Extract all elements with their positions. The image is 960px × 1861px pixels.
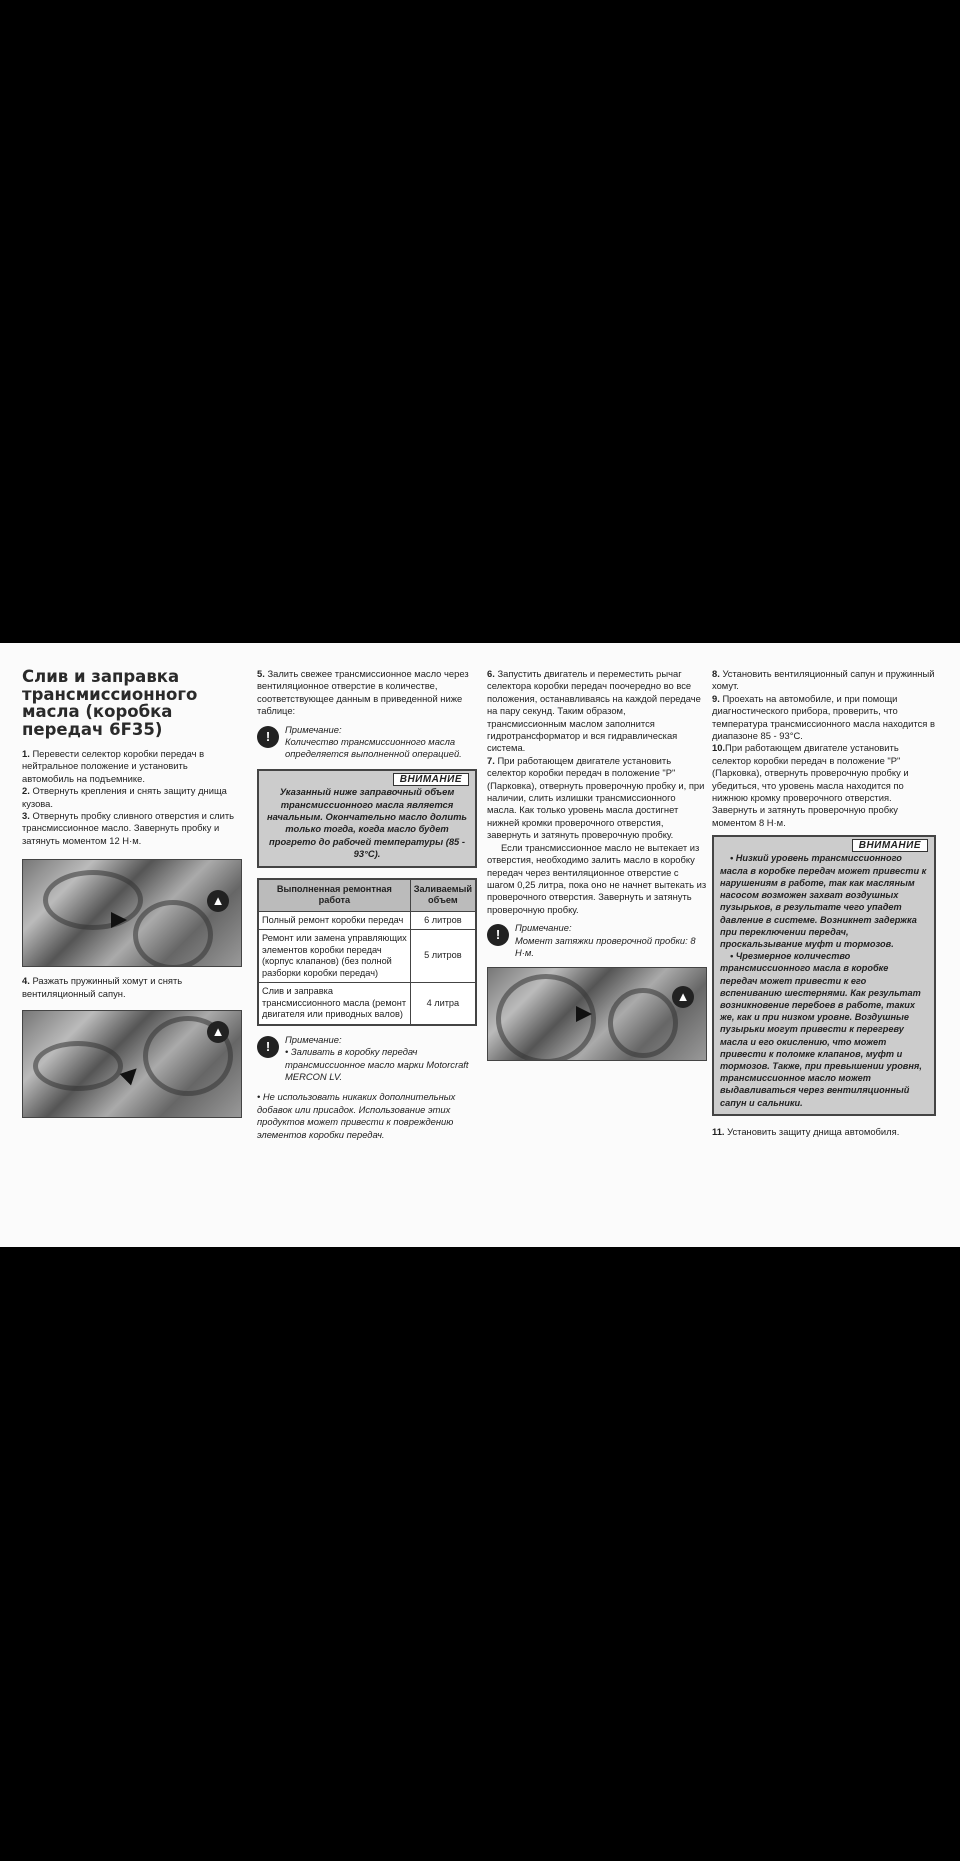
step-9: 9. Проехать на автомобиле, и при помощи диагностического прибора, проверить, что температура трансмиссионного масла находится в диапазоне 85 - 93°C. <box>712 692 935 742</box>
warning-icon: ▲ <box>672 986 694 1008</box>
warning-item: • Низкий уровень трансмиссионного масла в коробке передач может привести к нарушениям в работе, так как масляным насосом возможен захват воздушных пузырьков, в результате чего упадет давление в системе. Возникнет задержка при переключении передач, проскальзывание муфт и тормозов. <box>720 853 927 949</box>
warning-box <box>712 835 936 1115</box>
note-item: • Не использовать никаких дополнительных добавок или присадок. Использование этих продуктов может привести к повреждению элементов коробки передач. <box>257 1091 456 1140</box>
arrow-icon <box>111 912 127 928</box>
step-4: 4. Разжать пружинный хомут и снять вентиляционный сапун. <box>22 975 183 999</box>
note-oil-type <box>257 1034 477 1084</box>
table-header: Выполненная ремонтная работа <box>258 879 410 912</box>
step-8: 8. Установить вентиляционный сапун и пружинный хомут. <box>712 668 935 692</box>
table-cell: Полный ремонт коробки передач <box>258 911 410 930</box>
warning-label: ВНИМАНИЕ <box>852 839 928 852</box>
step-6: 6. Запустить двигатель и переместить рычаг селектора коробки передач поочередно во все положения, останавливаясь на каждой передаче на пару секунд. Таким образом, трансмиссионным маслом заполнится гидротрансформатор и вся гидравлическая система. <box>487 668 701 754</box>
table-header: Заливаемый объем <box>410 879 476 912</box>
table-cell: Ремонт или замена управляющих элементов коробки передач (корпус клапанов) (без полной разборки коробки передач) <box>258 930 410 983</box>
note-item: • Заливать в коробку передач трансмиссионное масло марки Motorcraft MERCON LV. <box>285 1046 469 1082</box>
column-3 <box>487 668 707 1061</box>
table-cell: Слив и заправка трансмиссионного масла (ремонт двигателя или приводных валов) <box>258 983 410 1025</box>
step-1: 1. Перевести селектор коробки передач в нейтральное положение и установить автомобиль на подъемнике. <box>22 748 205 784</box>
step-7: 7. При работающем двигателе установить селектор коробки передач в положение "P" (Парковка), отвернуть проверочную пробку и, при наличии, слить излишки трансмиссионного масла. Как только уровень масла достигнет нижней кромки проверочного отверстия, завернуть и затянуть проверочную пробку. <box>487 754 705 841</box>
warning-text: Указанный ниже заправочный объем трансмиссионного масла является начальным. Окончательно масло долить только тогда, когда масло будет прогрето до рабочей температуры (85 - 93°C). <box>267 786 467 860</box>
check-plug-photo <box>487 967 707 1061</box>
note-icon: ! <box>487 924 509 946</box>
step-10: 10.При работающем двигателе установить селектор коробки передач в положение "P" (Парковка), отвернуть проверочную пробку и убедиться, что уровень масла находится по нижнюю кромку проверочного отверстия. Завернуть и затянуть проверочную пробку моментом 8 Н·м. <box>712 742 909 828</box>
note-text: Количество трансмиссионного масла определяется выполненной операцией. <box>285 736 462 760</box>
note-label: Примечание: <box>515 922 572 934</box>
note-torque <box>487 922 707 959</box>
note-icon: ! <box>257 726 279 748</box>
note-label: Примечание: <box>285 1033 342 1045</box>
note-text: Момент затяжки проверочной пробки: 8 Н·м. <box>515 934 696 958</box>
page-title: Слив и заправка трансмиссионного масла (коробка передач 6F35) <box>22 667 198 739</box>
paragraph: Если трансмиссионное масло не вытекает из отверстия, необходимо залить масло в коробку передач через вентиляционное отверстие с шагом 0,25 литра, пока оно не начнет вытекать из проверочного отверстия. Завернуть и затянуть проверочную пробку. <box>487 841 707 915</box>
step-11: 11. Установить защиту днища автомобиля. <box>712 1125 900 1137</box>
arrow-icon <box>120 1063 143 1086</box>
note-oil-quantity <box>257 724 477 761</box>
table-row <box>258 930 476 983</box>
table-cell: 6 литров <box>410 911 476 930</box>
warning-icon: ▲ <box>207 1021 229 1043</box>
column-1 <box>22 668 242 1118</box>
table-row <box>258 983 476 1025</box>
warning-icon: ▲ <box>207 890 229 912</box>
note-label: Примечание: <box>285 723 342 735</box>
warning-box <box>257 769 477 868</box>
breather-photo <box>22 1010 242 1118</box>
step-5: 5. Залить свежее трансмиссионное масло через вентиляционное отверстие в количестве, соответствующее данным в приведенной ниже таблице: <box>257 668 469 717</box>
warning-item: • Чрезмерное количество трансмиссионного масла в коробке передач может привести к его вспениванию шестернями. Как результат возникновение перебоев в работе, таких же, как и при низком уровне. Воздушные пузырьки могут привести к перегреву масла и его окислению, что может привести к поломке клапанов, муфт и тормозов. Также, при превышении уровня, трансмиссионное масло может выдавливаться через вентиляционный сапун и сальники. <box>720 951 922 1108</box>
table-cell: 4 литра <box>410 983 476 1025</box>
column-4 <box>712 668 936 1138</box>
warning-label: ВНИМАНИЕ <box>393 773 469 786</box>
oil-volume-table <box>257 878 477 1026</box>
column-2 <box>257 668 477 1141</box>
table-cell: 5 литров <box>410 930 476 983</box>
document-page <box>0 643 960 1247</box>
table-row <box>258 911 476 930</box>
drain-plug-photo <box>22 859 242 967</box>
step-2: 2. Отвернуть крепления и снять защиту днища кузова. <box>22 785 227 809</box>
note-icon: ! <box>257 1036 279 1058</box>
arrow-icon <box>576 1006 592 1022</box>
table-header-row <box>258 879 476 912</box>
step-3: 3. Отвернуть пробку сливного отверстия и слить трансмиссионное масло. Завернуть пробку и затянуть моментом 12 Н·м. <box>22 810 235 846</box>
